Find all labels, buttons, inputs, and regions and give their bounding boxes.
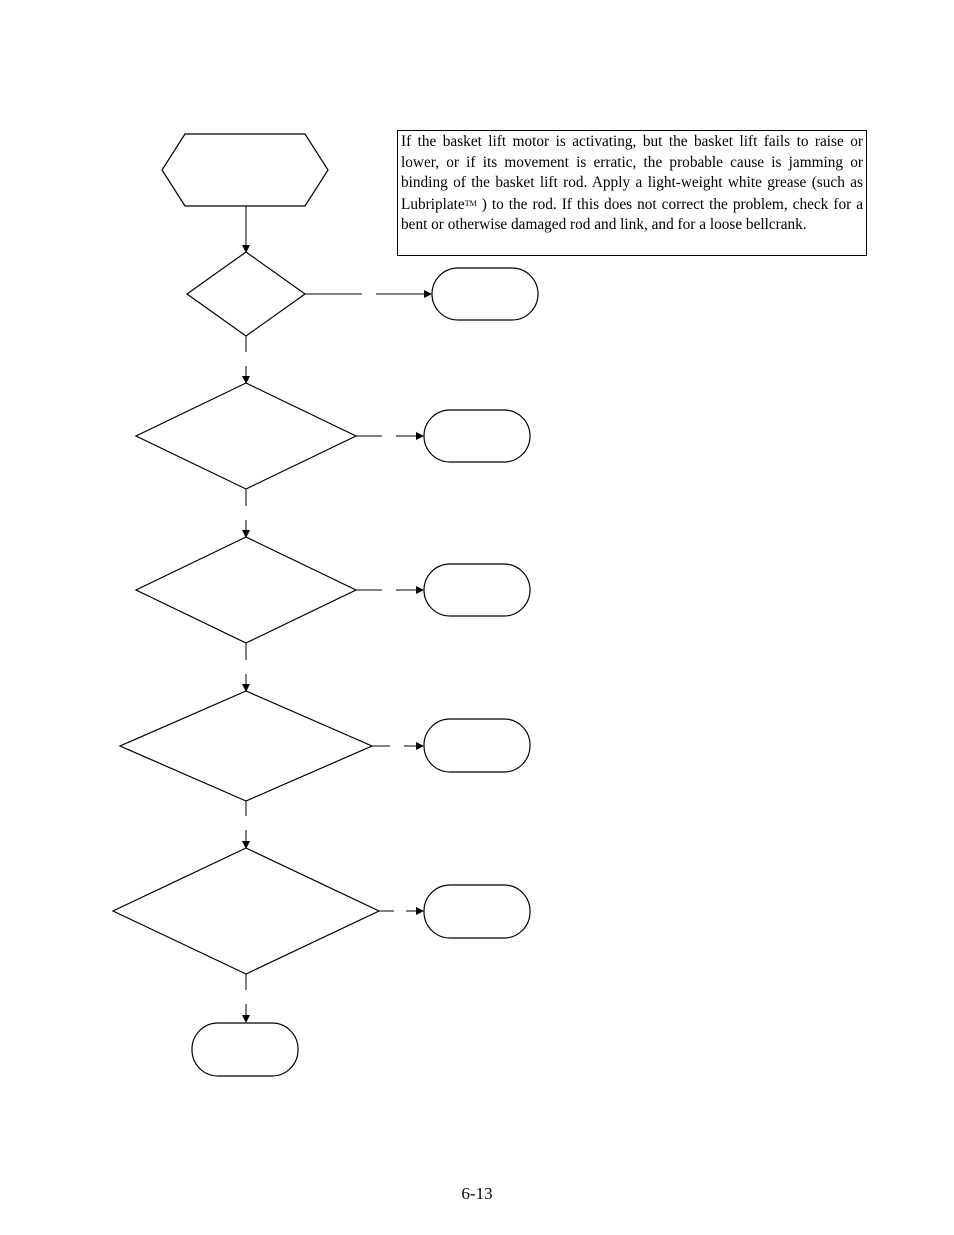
result-terminal-4 [424, 719, 530, 772]
result-terminal-3 [424, 564, 530, 616]
note-text-part-2: ) to the rod. If this does not correct the problem, check for a bent or otherwise damaged rod and link, and for a loose bellcrank. [401, 195, 863, 233]
arrowhead-result-2 [416, 432, 424, 440]
trademark-symbol: TM [464, 198, 477, 208]
instruction-note-box [397, 130, 867, 256]
page-number: 6-13 [461, 1184, 493, 1203]
result-terminal-2 [424, 410, 530, 462]
arrowhead-result-3 [416, 586, 424, 594]
end-terminal [192, 1023, 298, 1076]
start-hexagon [162, 134, 328, 206]
note-text-part-1: If the basket lift motor is activating, but the basket lift fails to raise or lower, or if its movement is erratic, the probable cause is jamming or binding of the basket lift rod. Apply a light-weight white grease (such as Lubriplate [401, 133, 863, 213]
result-terminal-5 [424, 885, 530, 938]
result-terminal-1 [432, 268, 538, 320]
decision-diamond-1 [187, 252, 305, 336]
arrowhead-result-5 [416, 907, 424, 915]
decision-diamond-4 [120, 691, 372, 801]
arrowhead-result-1 [424, 290, 432, 298]
decision-diamond-3 [136, 537, 356, 643]
arrowhead-result-4 [416, 742, 424, 750]
decision-diamond-5 [113, 848, 379, 974]
decision-diamond-2 [136, 383, 356, 489]
arrowhead-end [242, 1015, 250, 1023]
